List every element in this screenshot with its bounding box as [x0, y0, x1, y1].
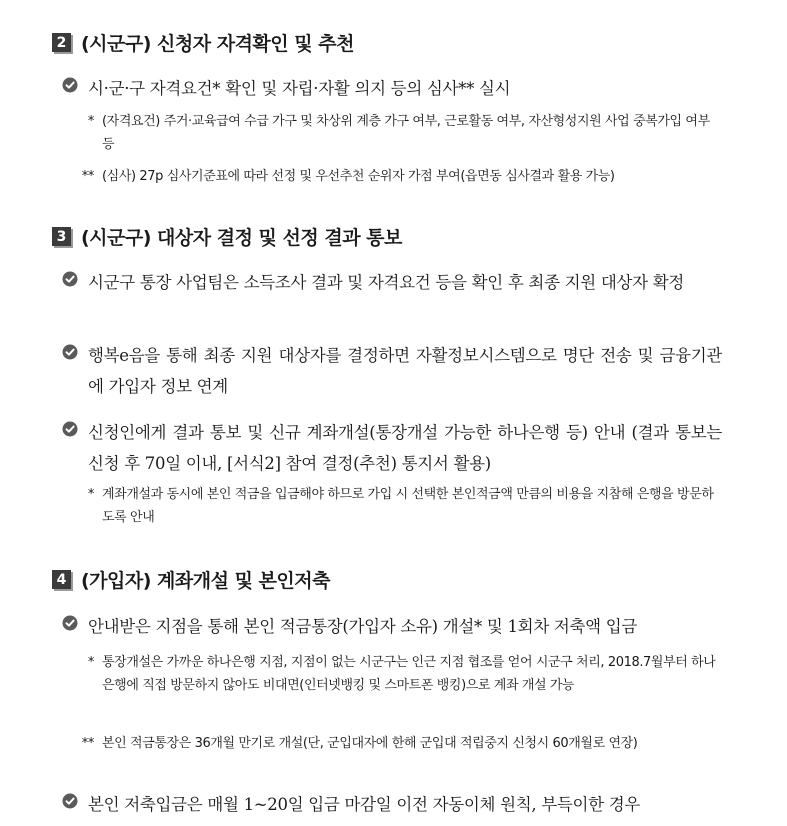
bullet-item: [62, 611, 722, 642]
check-circle-icon: [62, 344, 78, 360]
section-3-heading: [52, 223, 402, 250]
bullet-item: [62, 417, 722, 479]
footnote-mark: *: [87, 655, 94, 670]
footnote-mark: *: [87, 114, 94, 129]
footnote-text: (심사) 27p 심사기준표에 따라 선정 및 우선추천 순위자 가점 부여(읍면동 심사결과 활용 가능): [102, 169, 615, 184]
bullet-text: 시·군·구 자격요건* 확인 및 자립·자활 의지 등의 심사** 실시: [88, 79, 511, 98]
footnote: [76, 165, 716, 188]
bullet-text: 본인 저축입금은 매월 1~20일 입금 마감일 이전 자동이체 원칙, 부득이한 경우: [88, 795, 641, 814]
footnote-mark: *: [87, 487, 94, 502]
check-circle-icon: [62, 421, 78, 437]
section-title: (시군구) 신청자 자격확인 및 추천: [81, 33, 354, 55]
bullet-text: 시군구 통장 사업팀은 소득조사 결과 및 자격요건 등을 확인 후 최종 지원 대상자 확정: [88, 273, 685, 292]
footnote-mark: **: [81, 169, 94, 184]
footnote: [80, 483, 720, 529]
section-title: (가입자) 계좌개설 및 본인저축: [81, 570, 330, 592]
check-circle-icon: [62, 615, 78, 631]
section-4-heading: [52, 566, 330, 593]
footnote-text: 계좌개설과 동시에 본인 적금을 입금해야 하므로 가입 시 선택한 본인적금액 만큼의 비용을 지참해 은행을 방문하도록 안내: [102, 487, 714, 525]
section-2-heading: [52, 29, 354, 56]
section-title: (시군구) 대상자 결정 및 선정 결과 통보: [81, 227, 402, 249]
section-number-badge: 2: [52, 33, 71, 52]
footnote: [80, 110, 720, 156]
footnote: [76, 732, 716, 755]
bullet-item: [62, 73, 722, 104]
section-number-badge: 4: [52, 570, 71, 589]
bullet-text: 행복e음을 통해 최종 지원 대상자를 결정하면 자활정보시스템으로 명단 전송 및 금융기관에 가입자 정보 연계: [88, 346, 722, 396]
check-circle-icon: [62, 793, 78, 809]
footnote-text: 통장개설은 가까운 하나은행 지점, 지점이 없는 시군구는 인근 지점 협조를 얻어 시군구 처리, 2018.7월부터 하나은행에 직접 방문하지 않아도 비대면(인터넷뱅킹 및 스마트폰 뱅킹)으로 계좌 개설 가능: [102, 655, 716, 693]
check-circle-icon: [62, 271, 78, 287]
bullet-item: [62, 789, 722, 820]
footnote-text: 본인 적금통장은 36개월 만기로 개설(단, 군입대자에 한해 군입대 적립중지 신청시 60개월로 연장): [102, 736, 638, 751]
footnote-text: (자격요건) 주거·교육급여 수급 가구 및 차상위 계층 가구 여부, 근로활동 여부, 자산형성지원 사업 중복가입 여부 등: [102, 114, 710, 152]
footnote: [80, 651, 720, 697]
bullet-item: [62, 340, 722, 402]
bullet-text: 안내받은 지점을 통해 본인 적금통장(가입자 소유) 개설* 및 1회차 저축액 입금: [88, 617, 638, 636]
bullet-item: [62, 267, 722, 298]
bullet-text: 신청인에게 결과 통보 및 신규 계좌개설(통장개설 가능한 하나은행 등) 안내 (결과 통보는 신청 후 70일 이내, [서식2] 참여 결정(추천) 통지서 활용): [88, 423, 722, 473]
footnote-mark: **: [81, 736, 94, 751]
check-circle-icon: [62, 77, 78, 93]
section-number-badge: 3: [52, 227, 71, 246]
